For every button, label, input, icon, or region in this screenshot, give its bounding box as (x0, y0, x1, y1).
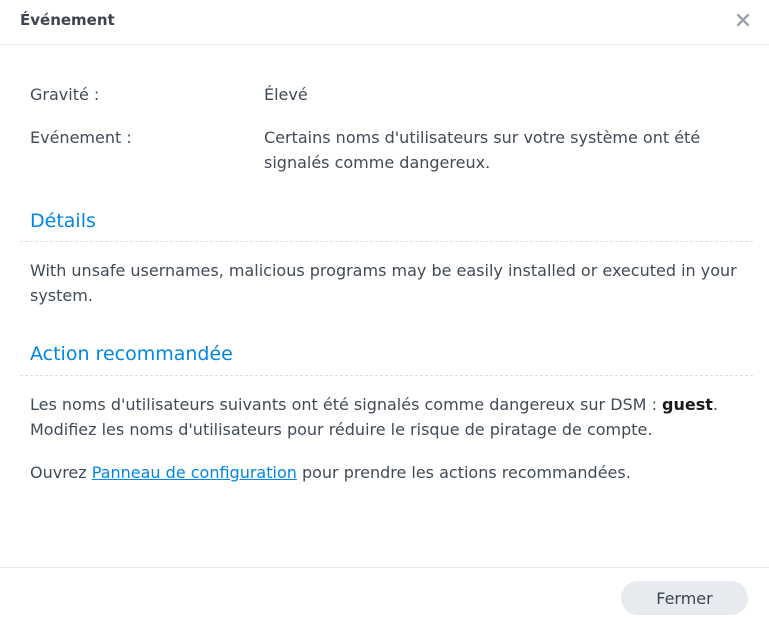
recommended-text (30, 392, 760, 442)
dialog-footer (0, 567, 769, 626)
recommended-text-before: Les noms d'utilisateurs suivants ont été signalés comme dangereux sur DSM : (30, 395, 663, 414)
details-divider (20, 241, 753, 242)
open-suffix: pour prendre les actions recommandées. (296, 463, 631, 482)
dialog-header (0, 0, 769, 45)
open-prefix: Ouvrez (30, 463, 92, 482)
recommended-heading: Action recommandée (30, 343, 233, 365)
details-heading: Détails (30, 210, 96, 232)
event-label: Evénement : (30, 128, 132, 147)
open-instruction (30, 460, 760, 485)
control-panel-link[interactable]: Panneau de configuration (91, 463, 297, 482)
flagged-username: guest (662, 395, 713, 414)
details-text: With unsafe usernames, malicious programs may be easily installed or executed in your system. (30, 261, 737, 305)
event-value: Certains noms d'utilisateurs sur votre système ont été signalés comme dangereux. (264, 128, 701, 172)
recommended-divider (20, 375, 753, 376)
severity-value: Élevé (264, 85, 308, 104)
severity-label: Gravité : (30, 85, 100, 104)
close-button[interactable]: Fermer (621, 581, 748, 615)
dialog-title: Événement (20, 11, 115, 29)
recommended-text-after: . Modifiez les noms d'utilisateurs pour réduire le risque de piratage de compte. (30, 395, 719, 439)
close-icon[interactable] (735, 12, 751, 28)
